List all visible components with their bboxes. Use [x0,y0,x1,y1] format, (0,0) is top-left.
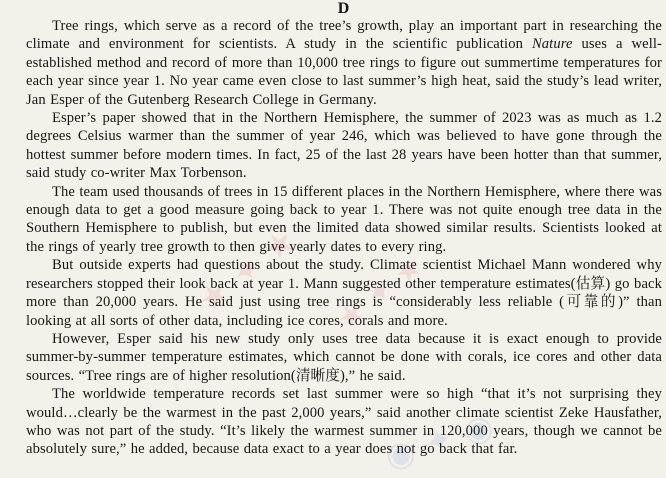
watermark-decoration-3: ◉ ✦ ◉ [380,405,499,478]
paragraph-6: The worldwide temperature records set last summer were so high “that it’s not surprising they would…clearly be the warmest in the past 2,000 years,” said another climate scientist Zeke Hausfather, who was not part of the study. “It’s likely the warmest summer in 120,000 years, though we cannot be absolutely sure,” he added, because data exact to a year does not go back that far. [26,386,662,458]
watermark-decoration: ★ ✦ ★ [190,220,304,322]
paragraph-3: The team used thousands of trees in 15 different places in the Northern Hemisphere, where there was enough data to get a good measure going back to year 1. There was not quite enough tree data in the Southern Hemisphere to publish, but even the limited data showed similar results. Scientists looked at the rings of yearly tree growth to then give yearly dates to every ring. [26,183,662,255]
section-heading: D [337,0,351,17]
paragraph-1 [26,17,662,109]
journal-name: Nature [531,36,573,53]
watermark-decoration-2: ★ ✦ ★ [330,248,431,338]
paragraph-1-text-end: uses a well-established method and record of more than 10,000 tree rings to figure out summertime temperatures for each year since year 1. No year came even close to last summer’s high heat, said the study’s lead writer, Jan Esper of the Gutenberg Research College in Germany. [26,36,662,108]
paragraph-1-text-start: Tree rings, which serve as a record of the tree’s growth, play an important part in researching the climate and environment for scientists. A study in the scientific publication [26,18,662,53]
paragraph-2: Esper’s paper showed that in the Northern Hemisphere, the summer of 2023 was as much as 1.2 degrees Celsius warmer than the summer of year 246, which was believed to have gone through the hottest summer before modern times. In fact, 25 of the last 28 years have been hotter than that summer, said study co-writer Max Torbenson. [26,110,662,182]
paragraph-5: However, Esper said his new study only uses tree data because it is exact enough to provide summer-by-summer temperature estimates, which cannot be done with corals, ice cores and other data sources. “Tree rings are of higher resolution(清晰度),” he said. [26,330,662,384]
paragraph-4: But outside experts had questions about the study. Climate scientist Michael Mann wondered why researchers stopped their look back at year 1. Mann suggested other temperature estimates(估算) go back more than 20,000 years. He said just using tree rings is “considerably less reliable (可靠的)” than looking at all sorts of other data, including ice cores, corals and more. [26,257,662,329]
